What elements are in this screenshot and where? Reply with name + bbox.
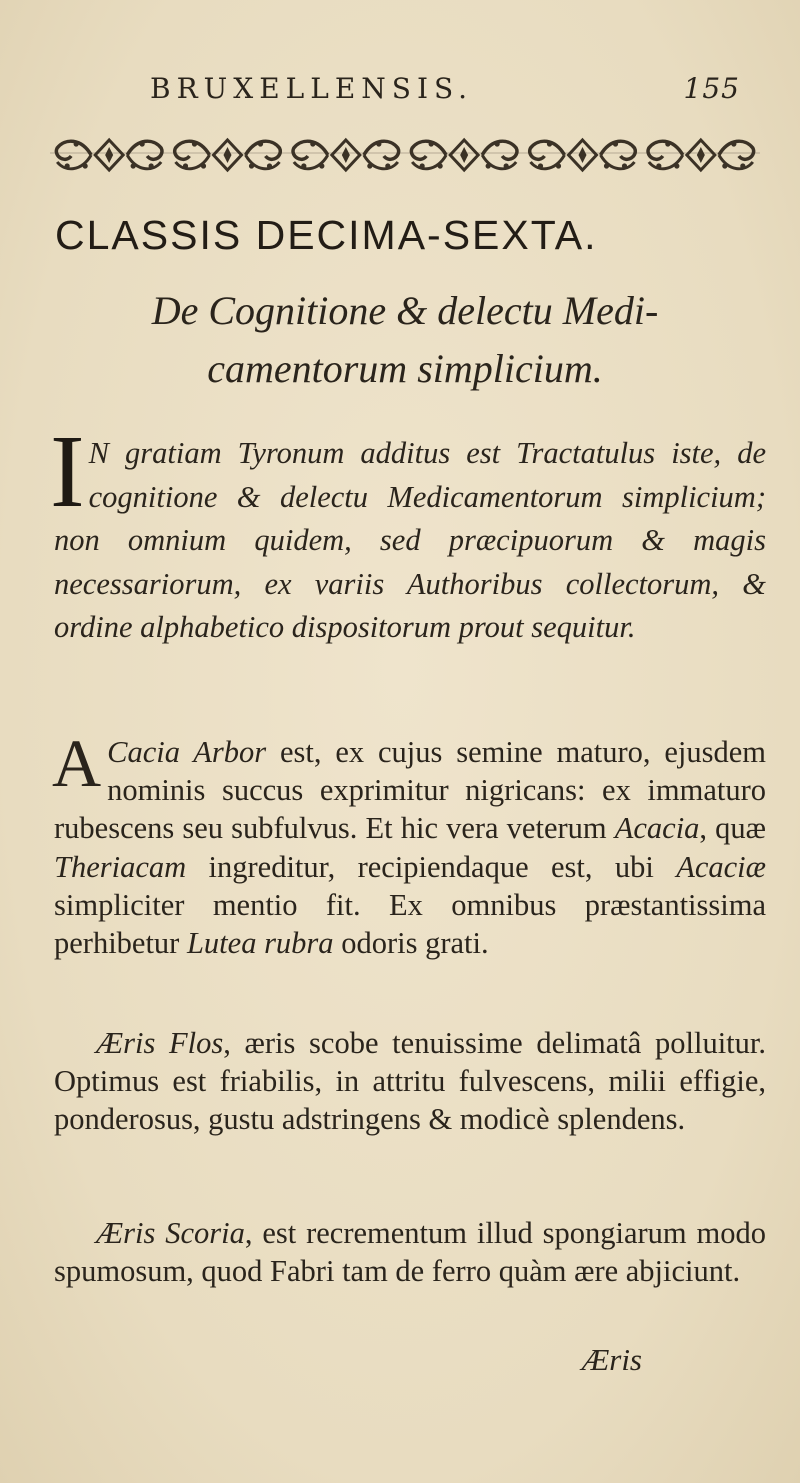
entry-acacia xyxy=(52,725,767,962)
page-number: 155 xyxy=(683,72,740,105)
entry-italic: Acacia xyxy=(614,811,700,846)
fleuron-band-icon xyxy=(50,134,760,176)
running-head xyxy=(150,66,760,116)
fleuron-unit-icon xyxy=(648,140,754,170)
entry-text: , æris scobe tenuissime delimatâ polluitur. Optimus est friabilis, in attritu fulvescens, milii effigie, ponderosus, gustu adstringens & modicè splendens. xyxy=(54,1026,766,1137)
subtitle-line-1: De Cognitione & delectu Medi- xyxy=(151,288,659,333)
intro-text: N gratiam Tyronum additus est Tractatulus iste, de cognitione & delectu Medicamentorum simplicium; non omnium quidem, sed præcipuorum & magis necessariorum, ex variis Authoribus collectorum, & ordine alphabetico dispositorum prout sequitur. xyxy=(54,436,766,644)
fleuron-unit-icon xyxy=(293,140,399,170)
catchword: Æris xyxy=(581,1342,642,1377)
entry-term: Æris Scoria xyxy=(96,1216,245,1250)
entry-initial: A xyxy=(52,725,102,801)
entry-text: , quæ xyxy=(699,811,767,846)
entry-text: est, ex cujus semine maturo, ejusdem nominis succus exprimitur nigricans: ex immaturo rubescens seu subfulvus. Et hic vera veterum xyxy=(54,735,766,846)
fleuron-unit-icon xyxy=(411,140,517,170)
subtitle-line-2: camentorum simplicium. xyxy=(207,346,603,391)
entry-aeris-scoria xyxy=(54,1214,766,1290)
fleuron-unit-icon xyxy=(175,140,281,170)
intro-initial: I xyxy=(50,414,85,529)
intro-paragraph xyxy=(50,414,766,650)
entry-text: ingreditur, recipiendaque est, ubi xyxy=(186,849,677,884)
class-heading: CLASSIS DECIMA-SEXTA. xyxy=(55,212,598,258)
fleuron-unit-icon xyxy=(56,140,162,170)
entry-text: simpliciter mentio fit. Ex omnibus præstantissima perhibetur xyxy=(54,887,766,961)
entry-term: Cacia Arbor xyxy=(107,735,267,769)
entry-italic: Lutea rubra xyxy=(186,926,334,961)
entry-italic: Acaciæ xyxy=(676,849,766,884)
entry-aeris-flos xyxy=(54,1024,766,1139)
entry-text: odoris grati. xyxy=(333,926,489,961)
entry-text: , est recrementum illud spongiarum modo spumosum, quod Fabri tam de ferro quàm ære abjiciunt. xyxy=(54,1216,767,1289)
chapter-subtitle xyxy=(40,282,770,398)
fleuron-unit-icon xyxy=(530,140,636,170)
running-head-title: BRUXELLENSIS. xyxy=(150,72,474,105)
entry-italic: Theriacam xyxy=(54,849,187,884)
entry-term: Æris Flos xyxy=(96,1026,224,1060)
